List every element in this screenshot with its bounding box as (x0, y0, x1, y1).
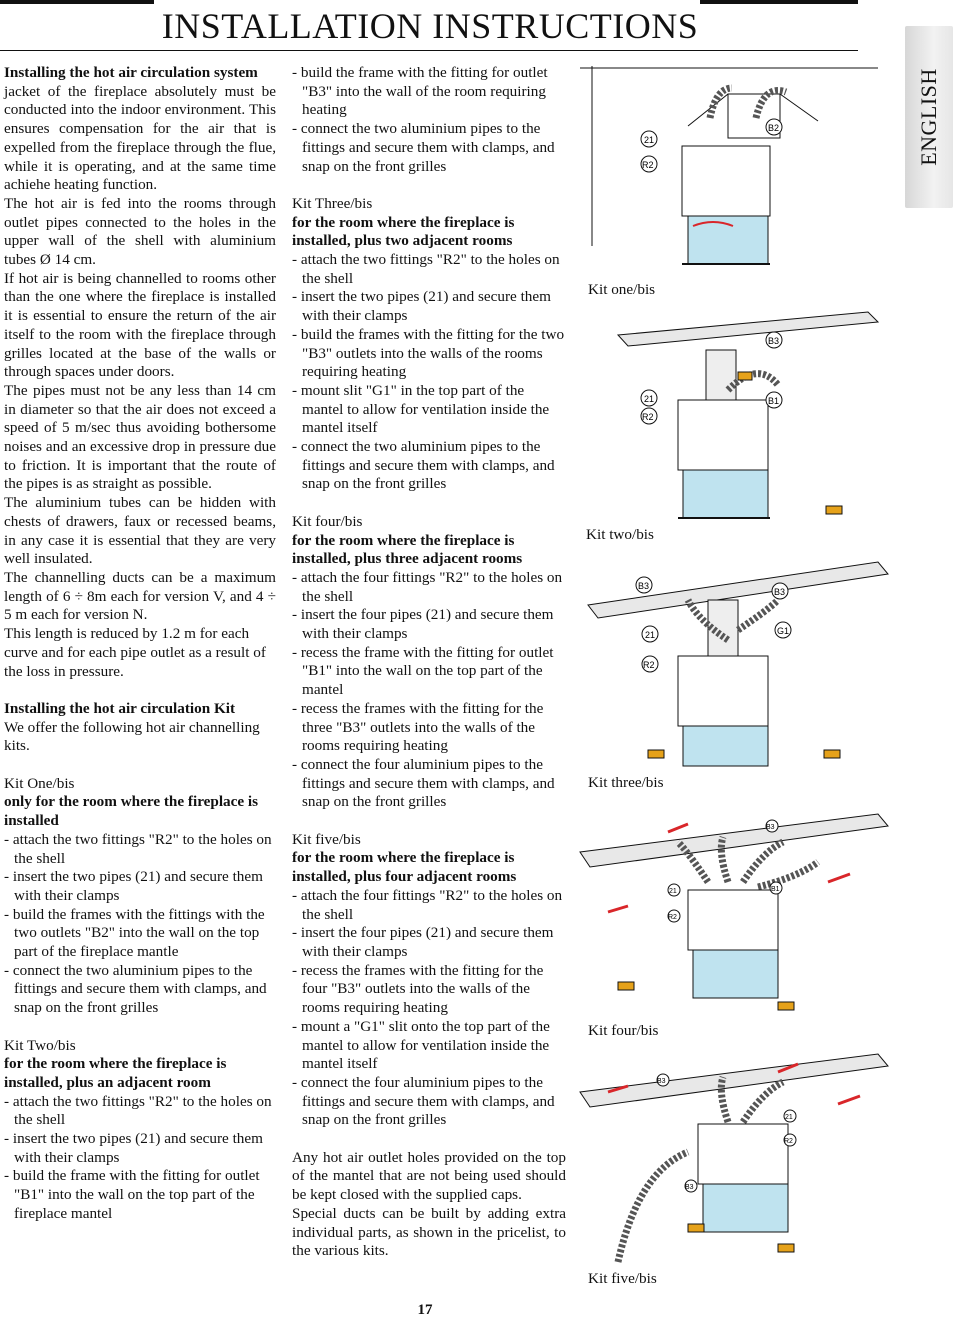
text-column-left (4, 64, 276, 1224)
kit-step: - recess the frames with the fitting for the four "B3" outlets into the walls of the rooms requiring heating (292, 961, 544, 1017)
kit-title: Kit Three/bis (292, 194, 373, 212)
page-number: 17 (417, 1302, 433, 1318)
fireplace-diagram-kit-one (578, 66, 900, 288)
figure-kit-one (578, 66, 900, 298)
kit-step: - attach the two fittings "R2" to the holes on the shell (4, 830, 272, 867)
kit-step: - mount a "G1" slit onto the top part of the mantel to allow for ventilation inside the mantel itself (292, 1017, 550, 1073)
kit-subtitle: for the room where the fireplace is installed, plus two adjacent rooms (292, 213, 515, 250)
callout-label: 21 (644, 135, 655, 145)
paragraph: If hot air is being channelled to rooms other than the one where the fireplace is installed it is essential to ensure the return of the air itself to the room with the fireplace through grilles located at the base of the walls or through spaces under doors. (4, 269, 276, 381)
kit-step: - attach the four fittings "R2" to the holes on the shell (292, 568, 563, 605)
kit-section-heading: Installing the hot air circulation Kit (4, 699, 236, 717)
kit-step: - insert the four pipes (21) and secure them with their clamps (292, 606, 554, 643)
paragraph: Any hot air outlet holes provided on the top of the mantel that are not being used should be kept closed with the supplied caps. (292, 1148, 566, 1204)
kit-step: - insert the two pipes (21) and secure them with their clamps (4, 1130, 263, 1166)
kit-step: - recess the frame with the fitting for outlet "B1" into the wall on the top part of the mantel (292, 643, 554, 699)
callout-label: G1 (777, 626, 790, 636)
kit-subtitle: for the room where the fireplace is installed, plus an adjacent room (4, 1055, 227, 1091)
kit-step: - build the frame with the fitting for outlet "B3" into the wall of the room requiring heating (292, 64, 548, 119)
callout-label: 21 (645, 630, 656, 640)
paragraph: The aluminium tubes can be hidden with chests of drawers, faux or recessed beams, in any case it is essential that they are very well insulated. (4, 494, 276, 568)
callout-label: R2 (784, 1138, 793, 1145)
callout-label: B3 (768, 336, 780, 346)
paragraph: The channelling ducts can be a maximum length of 6 ÷ 8m each for version V, and 4 ÷ 5 m each for version N. (4, 568, 276, 624)
text-column-middle (292, 64, 566, 1261)
kit-step: - connect the four aluminium pipes to the fittings and secure them with clamps, and snap on the front grilles (292, 755, 555, 811)
paragraph: jacket of the fireplace absolutely must be conducted into the indoor environment. This ensures compensation for the air that is expelled from the fireplace through the flue, while it is operating, and at the same time achiehe heating function. (4, 82, 276, 194)
kit-step: - mount slit "G1" in the top part of the mantel to allow for ventilation inside the mantel itself (292, 381, 550, 437)
kit-step: - connect the two aluminium pipes to the fittings and secure them with clamps, and snap on the front grilles (4, 961, 267, 1017)
kit-step: - connect the two aluminium pipes to the fittings and secure them with clamps, and snap on the front grilles (292, 438, 555, 493)
kit-step: - recess the frames with the fitting for the three "B3" outlets into the walls of the rooms requiring heating (292, 699, 544, 755)
kit-subtitle: for the room where the fireplace is installed, plus three adjacent rooms (292, 531, 523, 568)
callout-label: B1 (768, 396, 780, 406)
paragraph: Special ducts can be built by adding extra individual parts, as shown in the pricelist, to the various kits. (292, 1204, 566, 1260)
fireplace-diagram-kit-four (578, 812, 900, 1020)
callout-label: 21 (669, 888, 677, 895)
header-divider (0, 50, 858, 51)
figure-kit-three (578, 560, 900, 791)
kit-title: Kit four/bis (292, 512, 363, 530)
callout-label: B3 (657, 1078, 666, 1085)
kit-step: - build the frames with the fittings with the two outlets "B2" into the wall on the top part of the fireplace mantle (4, 905, 265, 961)
callout-label: B3 (638, 581, 650, 591)
fireplace-diagram-kit-five (578, 1052, 900, 1264)
figure-caption: Kit three/bis (588, 774, 664, 791)
page-title: INSTALLATION INSTRUCTIONS (161, 6, 699, 46)
header-rule-left (0, 0, 154, 4)
paragraph: We offer the following hot air channelling kits. (4, 718, 260, 755)
header-rule-right (700, 0, 858, 4)
callout-label: B2 (768, 123, 780, 133)
paragraph: This length is reduced by 1.2 m for each curve and for each pipe outlet as a result of the loss in pressure. (4, 625, 266, 680)
callout-label: B1 (771, 886, 780, 893)
callout-label: B3 (685, 1184, 694, 1191)
callout-label: B3 (766, 824, 775, 831)
figure-caption: Kit four/bis (588, 1022, 659, 1039)
paragraph: The hot air is fed into the rooms through outlet pipes connected to the holes in the upper wall of the shell with aluminium tubes Ø 14 cm. (4, 194, 276, 269)
language-tab (905, 26, 953, 208)
kit-title: Kit five/bis (292, 830, 361, 848)
kit-title: Kit One/bis (4, 774, 75, 792)
callout-label: R2 (642, 412, 654, 422)
kit-step: - build the frame with the fitting for outlet "B1" into the wall on the top part of the fireplace mantel (4, 1167, 260, 1222)
kit-step: - connect the two aluminium pipes to the fittings and secure them with clamps, and snap on the front grilles (292, 120, 555, 175)
callout-label: 21 (644, 394, 655, 404)
callout-label: R2 (643, 660, 655, 670)
kit-subtitle: for the room where the fireplace is installed, plus four adjacent rooms (292, 849, 517, 886)
kit-title: Kit Two/bis (4, 1036, 76, 1054)
callout-label: 21 (785, 1114, 793, 1121)
figure-kit-two (578, 310, 900, 543)
language-tab-label: ENGLISH (916, 68, 941, 166)
kit-step: - insert the two pipes (21) and secure them with their clamps (4, 868, 263, 904)
kit-step: - attach the four fittings "R2" to the holes on the shell (292, 886, 563, 923)
figure-kit-five (578, 1052, 900, 1287)
section-heading: Installing the hot air circulation system (4, 64, 258, 81)
figure-caption: Kit one/bis (588, 281, 656, 298)
kit-subtitle: only for the room where the fireplace is installed (4, 793, 259, 830)
figure-caption: Kit five/bis (588, 1270, 657, 1287)
callout-label: R2 (642, 160, 654, 170)
fireplace-diagram-kit-three (578, 560, 900, 780)
callout-label: B3 (774, 587, 786, 597)
figure-caption: Kit two/bis (586, 526, 654, 543)
callout-label: R2 (668, 914, 677, 921)
figure-kit-four (578, 812, 900, 1039)
kit-step: - insert the four pipes (21) and secure them with their clamps (292, 924, 554, 960)
kit-step: - connect the four aluminium pipes to the fittings and secure them with clamps, and snap on the front grilles (292, 1073, 555, 1129)
kit-step: - insert the two pipes (21) and secure them with their clamps (292, 288, 551, 325)
paragraph: The pipes must not be any less than 14 cm in diameter so that the air does not exceed a speed of 5 m/sec thus avoiding bothersome noises and an excessive drop in pressure due to friction. It is important that the route of the pipes is as straight as possible. (4, 381, 276, 493)
fireplace-diagram-kit-two (578, 310, 900, 532)
kit-step: - build the frames with the fitting for the two "B3" outlets into the walls of the rooms requiring heating (292, 325, 565, 381)
kit-step: - attach the two fittings "R2" to the holes on the shell (292, 251, 560, 287)
kit-step: - attach the two fittings "R2" to the holes on the shell (4, 1092, 272, 1129)
